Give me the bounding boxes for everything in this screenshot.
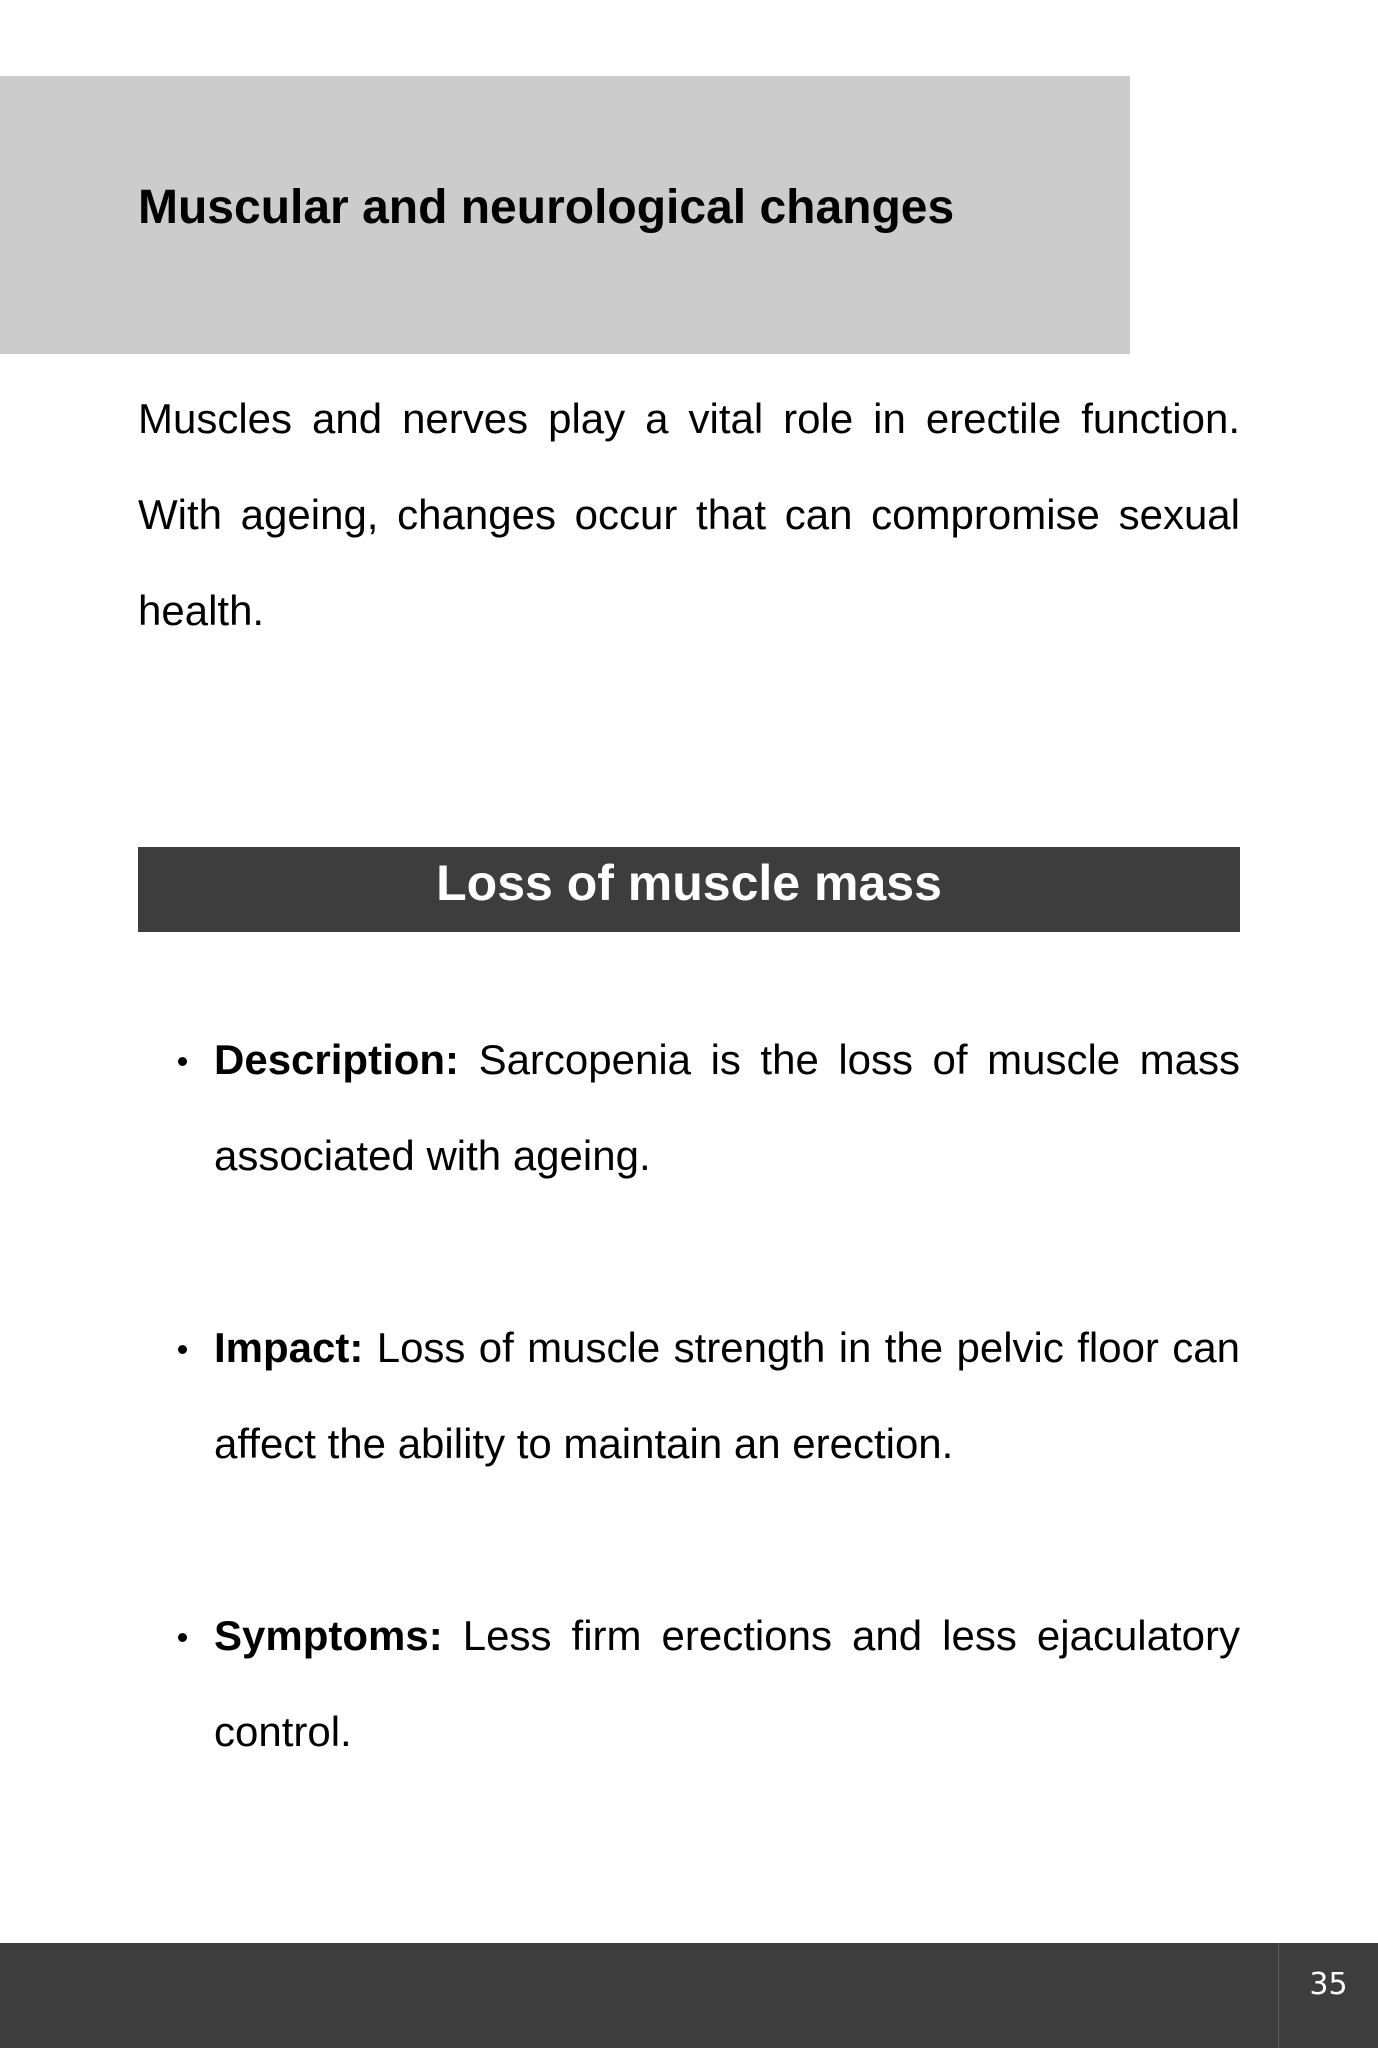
section-header-bar (138, 847, 1240, 932)
bullet-text: Less firm erections and less ejaculatory control. (214, 1612, 1241, 1755)
bullet-label: Description: (214, 1036, 479, 1083)
bullet-label: Symptoms: (214, 1612, 463, 1659)
bullet-text: Sarcopenia is the loss of muscle mass associated with ageing. (214, 1036, 1240, 1179)
page-title: Muscular and neurological changes (138, 181, 955, 234)
list-item-description (214, 1012, 1240, 1204)
bullet-list (214, 1012, 1240, 1876)
bullet-icon (178, 1633, 187, 1642)
list-item-symptoms (214, 1588, 1240, 1780)
bullet-label: Impact: (214, 1324, 377, 1371)
list-item-impact (214, 1300, 1240, 1492)
page-number: 35 (1309, 1967, 1348, 2002)
bullet-icon (178, 1057, 187, 1066)
intro-paragraph: Muscles and nerves play a vital role in erectile function. With ageing, changes occur that can compromise sexual health. (138, 395, 1240, 634)
page-footer (0, 1943, 1378, 2048)
bullet-icon (178, 1345, 187, 1354)
bullet-text: Loss of muscle strength in the pelvic floor can affect the ability to maintain an erection. (214, 1324, 1240, 1467)
section-title: Loss of muscle mass (436, 855, 942, 911)
